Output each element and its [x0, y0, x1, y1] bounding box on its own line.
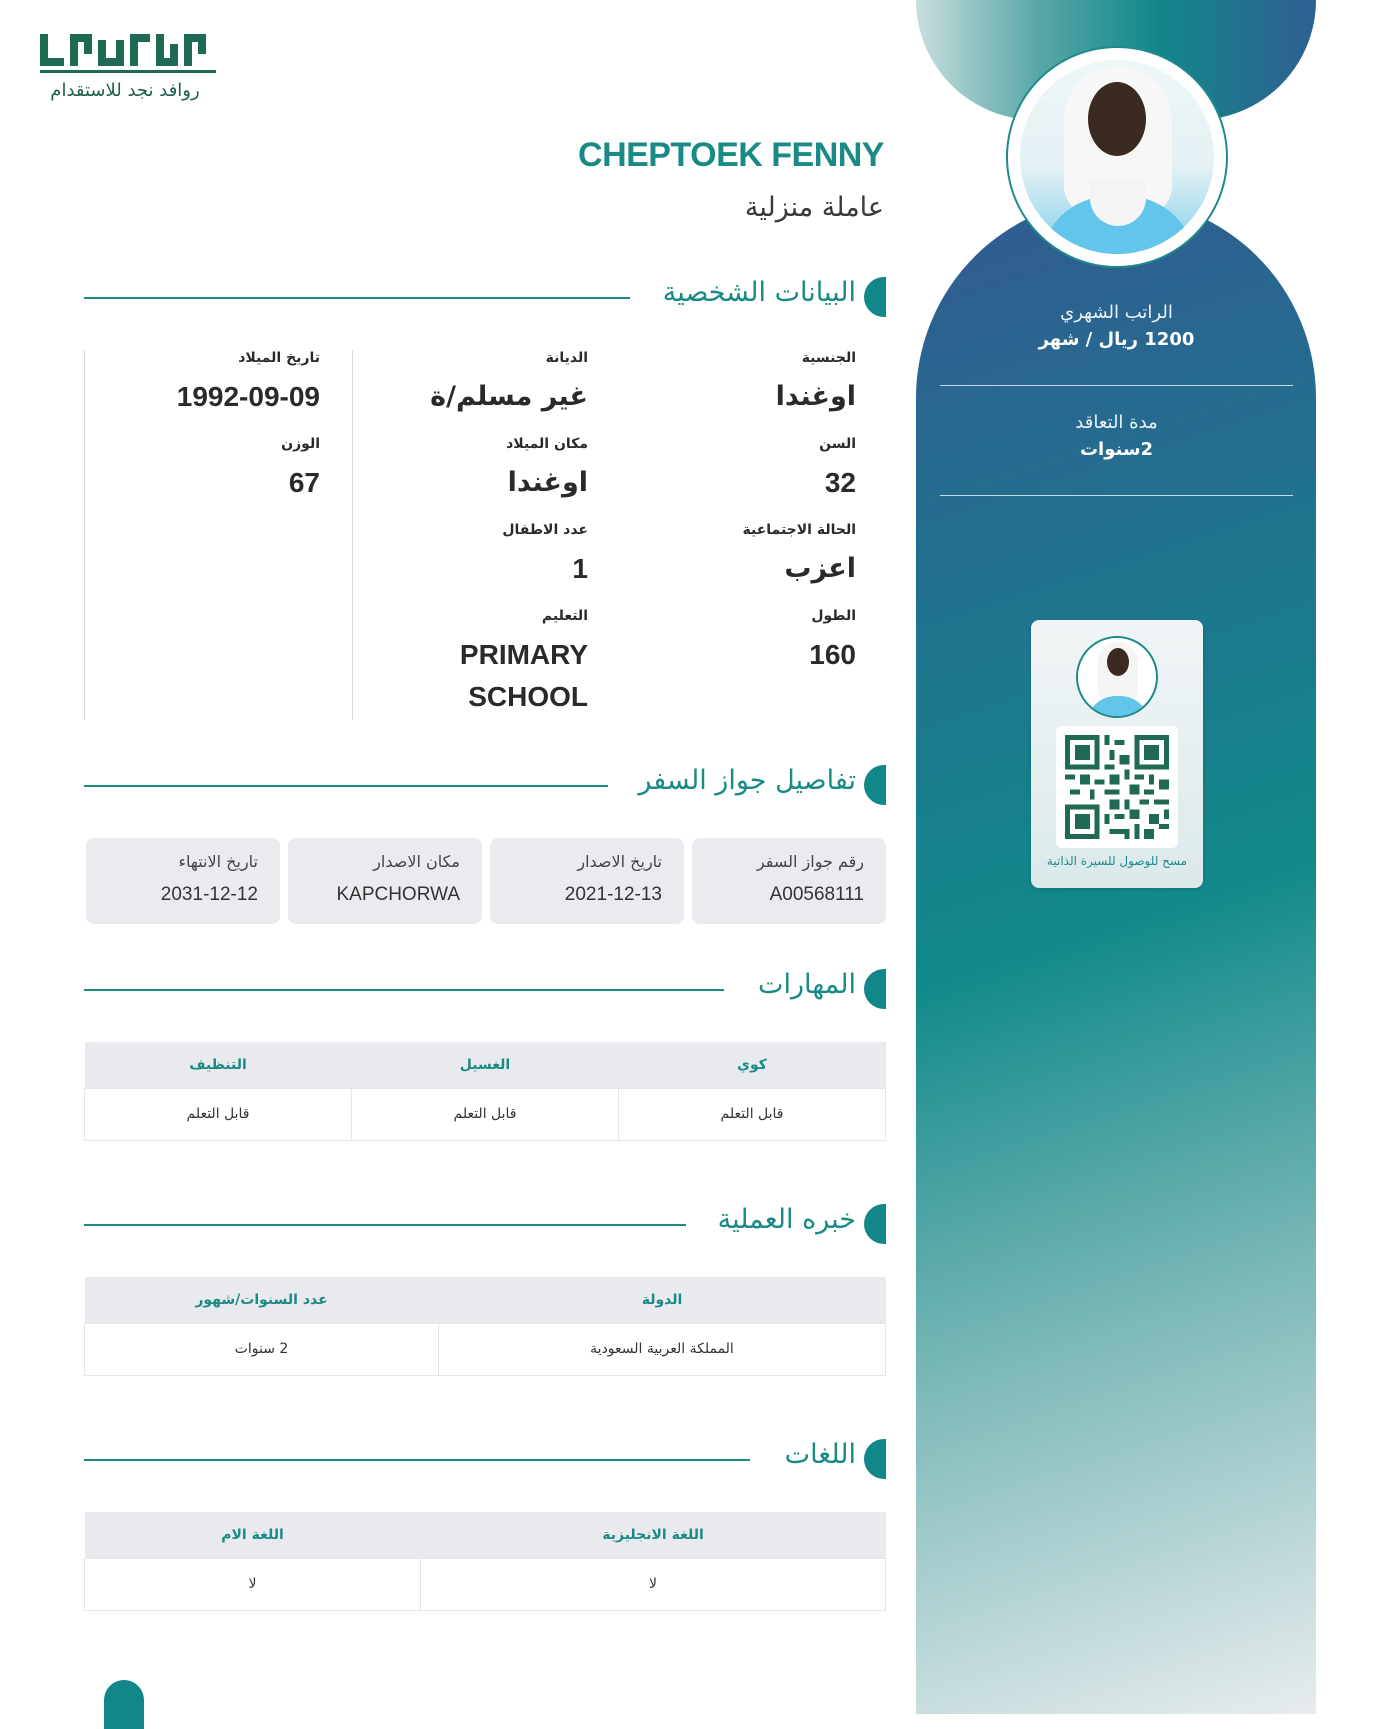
- issue-date-label: تاريخ الاصدار: [577, 852, 662, 871]
- expiry-value: 2031-12-12: [160, 884, 258, 905]
- table-header-cell: الغسيل: [352, 1042, 619, 1088]
- field-birth-place: [506, 436, 588, 504]
- section-line: [84, 989, 724, 991]
- field-weight: [281, 436, 320, 504]
- issue-place-label: مكان الاصدار: [373, 852, 460, 871]
- table-header-cell: اللغة الام: [85, 1512, 421, 1558]
- passport-issue-place-card: [288, 838, 482, 924]
- qr-caption: مسح للوصول للسيرة الذاتية: [1046, 854, 1188, 868]
- qr-code[interactable]: [1056, 726, 1178, 848]
- table-row: [85, 1323, 886, 1375]
- salary-block: [940, 302, 1293, 350]
- children-value: 1: [572, 553, 588, 584]
- field-nationality: [776, 350, 856, 418]
- contract-value: 2سنوات: [1079, 439, 1154, 460]
- passport-number-value: A00568111: [769, 884, 864, 905]
- table-cell: لا: [421, 1558, 886, 1610]
- field-marital: [743, 522, 856, 590]
- section-title: اللغات: [784, 1439, 856, 1470]
- field-religion: [430, 350, 588, 418]
- candidate-name: CHEPTOEK FENNY: [578, 136, 884, 174]
- company-name: روافد نجد للاستقدام: [50, 80, 200, 101]
- age-label: السن: [819, 436, 856, 452]
- section-pill: [864, 765, 886, 805]
- table-row: [85, 1088, 886, 1140]
- issue-date-value: 2021-12-13: [564, 884, 662, 905]
- education-label: التعليم: [541, 608, 588, 624]
- weight-value: 67: [288, 467, 320, 498]
- qr-avatar: [1076, 636, 1158, 718]
- weight-label: الوزن: [281, 436, 320, 452]
- field-children: [502, 522, 588, 590]
- table-header-row: [85, 1042, 886, 1088]
- section-title: المهارات: [758, 969, 856, 1000]
- table-header-row: [85, 1277, 886, 1323]
- contract-block: [940, 412, 1293, 460]
- expiry-label: تاريخ الانتهاء: [178, 852, 258, 871]
- footer-decoration: [104, 1680, 144, 1729]
- table-header-cell: عدد السنوات/شهور: [85, 1277, 439, 1323]
- religion-value: غير مسلم/ة: [430, 381, 588, 412]
- job-title: عاملة منزلية: [744, 192, 884, 223]
- table-cell: قابل التعلم: [352, 1088, 619, 1140]
- experience-table: [84, 1277, 886, 1376]
- sidebar-divider: [940, 495, 1293, 496]
- section-passport-header: [84, 763, 886, 807]
- birth-place-label: مكان الميلاد: [506, 436, 588, 452]
- field-birth-date: [177, 350, 320, 418]
- skills-table: [84, 1042, 886, 1141]
- marital-value: اعزب: [784, 553, 856, 584]
- section-languages-header: [84, 1437, 886, 1481]
- birth-place-value: اوغندا: [507, 467, 588, 498]
- table-header-cell: التنظيف: [85, 1042, 352, 1088]
- section-line: [84, 1224, 686, 1226]
- section-pill: [864, 969, 886, 1009]
- table-header-cell: كوي: [619, 1042, 886, 1088]
- section-title: تفاصيل جواز السفر: [638, 765, 856, 796]
- table-header-cell: اللغة الانجليزية: [421, 1512, 886, 1558]
- section-line: [84, 297, 630, 299]
- section-skills-header: [84, 967, 886, 1011]
- children-label: عدد الاطفال: [502, 522, 588, 538]
- passport-number-card: [692, 838, 886, 924]
- languages-table: [84, 1512, 886, 1611]
- issue-place-value: KAPCHORWA: [336, 884, 460, 905]
- birth-date-label: تاريخ الميلاد: [238, 350, 320, 366]
- qr-card[interactable]: [1031, 620, 1203, 888]
- sidebar-divider: [940, 385, 1293, 386]
- personal-column-2: [352, 350, 618, 720]
- section-pill: [864, 1204, 886, 1244]
- height-value: 160: [809, 639, 856, 670]
- table-cell: قابل التعلم: [619, 1088, 886, 1140]
- education-value: PRIMARY SCHOOL: [459, 639, 588, 712]
- section-line: [84, 785, 608, 787]
- marital-label: الحالة الاجتماعية: [742, 522, 856, 538]
- table-cell: 2 سنوات: [85, 1323, 439, 1375]
- nationality-value: اوغندا: [775, 381, 856, 412]
- passport-number-label: رقم جواز السفر: [756, 852, 864, 871]
- section-personal-header: [84, 275, 886, 319]
- contract-label: مدة التعاقد: [1075, 412, 1158, 433]
- salary-value: 1200 ريال / شهر: [1038, 329, 1195, 350]
- age-value: 32: [824, 467, 856, 498]
- field-age: [819, 436, 856, 504]
- personal-column-3: [84, 350, 350, 720]
- section-pill: [864, 1439, 886, 1479]
- table-header-cell: الدولة: [439, 1277, 886, 1323]
- field-education: [438, 608, 588, 718]
- personal-column-1: [620, 350, 886, 720]
- table-header-row: [85, 1512, 886, 1558]
- section-title: البيانات الشخصية: [662, 277, 856, 308]
- table-row: [85, 1558, 886, 1610]
- section-line: [84, 1459, 750, 1461]
- passport-issue-date-card: [490, 838, 684, 924]
- section-title: خبره العملية: [717, 1204, 856, 1235]
- section-experience-header: [84, 1202, 886, 1246]
- section-pill: [864, 277, 886, 317]
- table-cell: المملكة العربية السعودية: [439, 1323, 886, 1375]
- nationality-label: الجنسية: [801, 350, 856, 366]
- table-cell: لا: [85, 1558, 421, 1610]
- birth-date-value: 1992-09-09: [176, 381, 320, 412]
- salary-label: الراتب الشهري: [1060, 302, 1173, 323]
- profile-photo: [1006, 46, 1228, 268]
- field-height: [809, 608, 856, 676]
- qr-code-icon: [1065, 735, 1169, 839]
- table-cell: قابل التعلم: [85, 1088, 352, 1140]
- religion-label: الديانة: [545, 350, 588, 366]
- height-label: الطول: [811, 608, 856, 624]
- passport-expiry-card: [86, 838, 280, 924]
